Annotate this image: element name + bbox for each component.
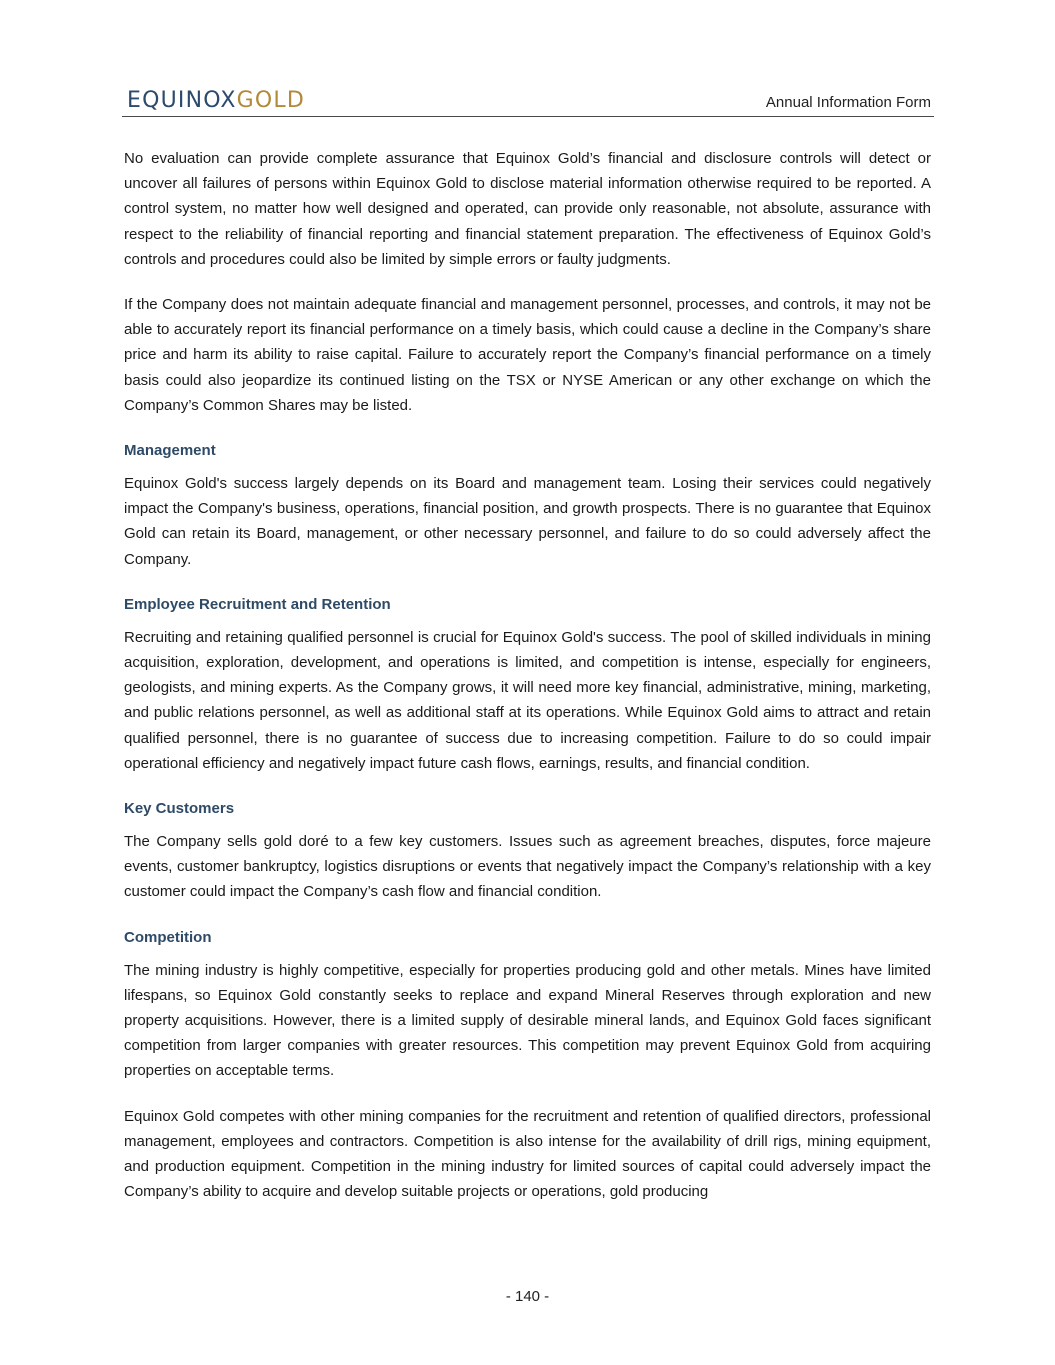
- logo-text-equinox: EQUINOX: [127, 88, 237, 113]
- section-heading-management: Management: [124, 442, 216, 460]
- paragraph-competition-2: Equinox Gold competes with other mining companies for the recruitment and retention of qualified directors, professional management, employees and contractors. Competition is also intense for the availability of drill rigs, mining equipment, and production equipment. Competition in the mining industry for limited sources of capital could adversely impact the Company’s ability to acquire and develop suitable projects or operations, gold producing: [124, 1107, 931, 1201]
- paragraph-recruitment: Recruiting and retaining qualified personnel is crucial for Equinox Gold's success. The pool of skilled individuals in mining acquisition, exploration, development, and operations is limited, and competition is intense, especially for engineers, geologists, and mining experts. As the Company grows, it will need more key financial, administrative, mining, marketing, and public relations personnel, as well as additional staff at its operations. While Equinox Gold aims to attract and retain qualified personnel, there is no guarantee of success due to increasing competition. Failure to do so could impair operational efficiency and negatively impact future cash flows, earnings, results, and financial condition.: [124, 628, 931, 772]
- section-heading-key-customers: Key Customers: [124, 800, 235, 818]
- logo-text-gold: GOLD: [236, 88, 306, 113]
- paragraph-management: Equinox Gold's success largely depends on its Board and management team. Losing their services could negatively impact the Company's business, operations, financial position, and growth prospects. There is no guarantee that Equinox Gold can retain its Board, management, or other necessary personnel, and failure to do so could adversely affect the Company.: [124, 475, 931, 568]
- equinox-gold-logo: [127, 88, 305, 114]
- paragraph-key-customers: The Company sells gold doré to a few key customers. Issues such as agreement breaches, disputes, force majeure events, customer bankruptcy, logistics disruptions or events that negatively impact the Company’s relationship with a key customer could impact the Company’s cash flow and financial condition.: [124, 833, 931, 901]
- document-body: [124, 146, 931, 1225]
- paragraph-financial-reporting: If the Company does not maintain adequate financial and management personnel, processes, and controls, it may not be able to accurately report its financial performance on a timely basis, which could cause a decline in the Company’s share price and harm its ability to raise capital. Failure to accurately report the Company’s financial performance on a timely basis could also jeopardize its continued listing on the TSX or NYSE American or any other exchange on which the Company’s Common Shares may be listed.: [124, 296, 931, 414]
- section-heading-competition: Competition: [124, 928, 212, 946]
- document-title: Annual Information Form: [765, 94, 931, 111]
- page-header: [122, 86, 934, 117]
- paragraph-controls-assurance: No evaluation can provide complete assurance that Equinox Gold’s financial and disclosure controls will detect or uncover all failures of persons within Equinox Gold to disclose material information otherwise required to be reported. A control system, no matter how well designed and operated, can provide only reasonable, not absolute, assurance with respect to the reliability of financial reporting and financial statement preparation. The effectiveness of Equinox Gold’s controls and procedures could also be limited by simple errors or faulty judgments.: [124, 150, 931, 268]
- paragraph-competition-1: The mining industry is highly competitive, especially for properties producing gold and other metals. Mines have limited lifespans, so Equinox Gold constantly seeks to replace and expand Mineral Reserves through exploration and new property acquisitions. However, there is a limited supply of desirable mineral lands, and Equinox Gold faces significant competition from larger companies with greater resources. This competition may prevent Equinox Gold from acquiring properties on acceptable terms.: [124, 961, 931, 1080]
- section-heading-recruitment: Employee Recruitment and Retention: [124, 595, 391, 613]
- page-number: - 140 -: [505, 1288, 550, 1305]
